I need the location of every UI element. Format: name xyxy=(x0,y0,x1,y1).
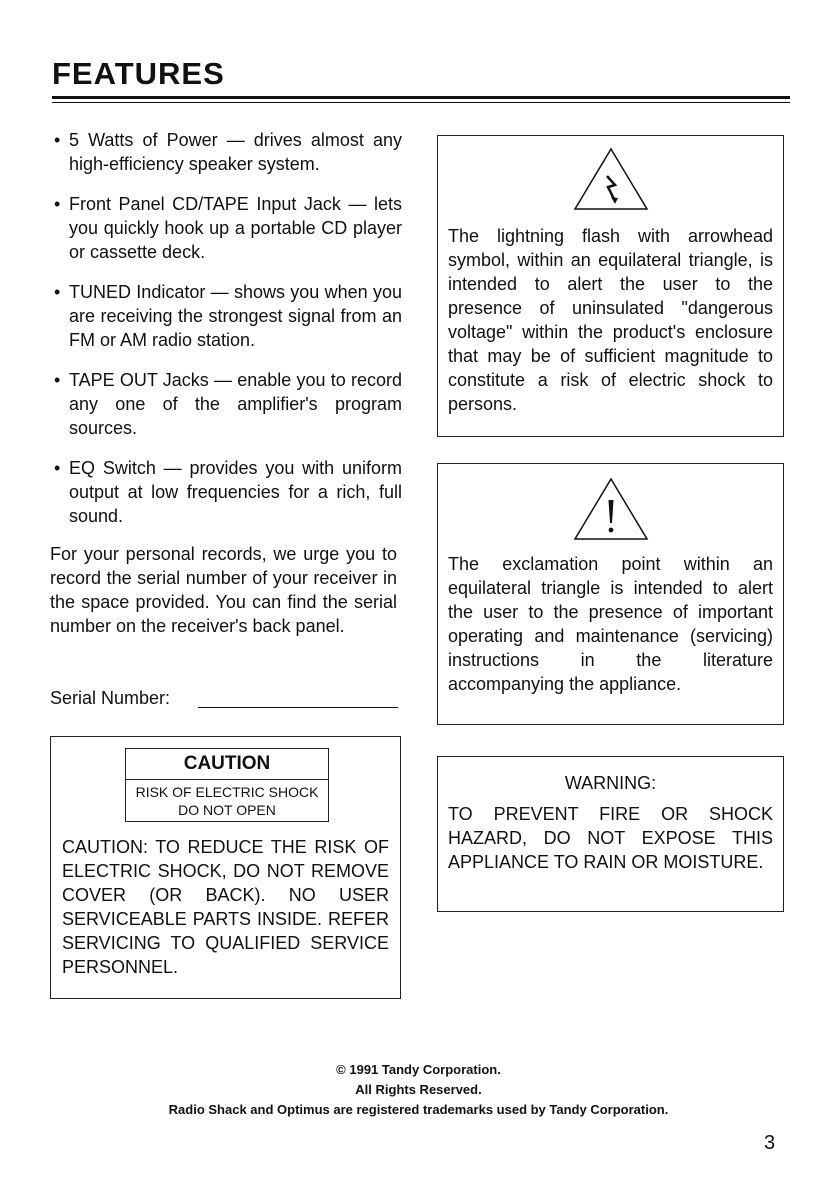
lightning-notice-text: The lightning flash with arrowhead symbol, within an equilateral triangle, is intended to alert the user to the presence of uninsulated "dangerous voltage" within the product's enclosure that may be of sufficient magnitude to constitute a risk of electric shock to persons. xyxy=(448,226,773,414)
records-paragraph: For your personal records, we urge you to record the serial number of your receiver in the space provided. You can find the serial number on the receiver's back panel. xyxy=(50,544,397,636)
page-title: FEATURES xyxy=(52,56,225,91)
feature-item-power: • 5 Watts of Power — drives almost any high-efficiency speaker system. xyxy=(52,128,402,176)
feature-item-tuned-indicator: • TUNED Indicator — shows you when you are receiving the strongest signal from an FM or AM radio station. xyxy=(52,280,402,352)
caution-box xyxy=(50,736,401,999)
exclamation-triangle-icon xyxy=(438,476,783,542)
footer-rights: All Rights Reserved. xyxy=(355,1082,482,1097)
heading-rule xyxy=(52,96,790,99)
feature-item-eq-switch: • EQ Switch — provides you with uniform output at low frequencies for a rich, full sound. xyxy=(52,456,402,528)
heading-rule-thin xyxy=(52,102,790,103)
warning-box xyxy=(437,756,784,912)
warning-text: TO PREVENT FIRE OR SHOCK HAZARD, DO NOT EXPOSE THIS APPLIANCE TO RAIN OR MOISTURE. xyxy=(448,804,773,872)
footer-trademarks: Radio Shack and Optimus are registered trademarks used by Tandy Corporation. xyxy=(168,1102,669,1117)
lightning-notice-box xyxy=(437,135,784,437)
caution-label xyxy=(125,748,329,822)
exclamation-notice-box xyxy=(437,463,784,725)
feature-item-input-jack: • Front Panel CD/TAPE Input Jack — lets you quickly hook up a portable CD player or cassette deck. xyxy=(52,192,402,264)
footer-copyright: © 1991 Tandy Corporation. xyxy=(336,1062,501,1077)
lightning-triangle-icon xyxy=(438,146,783,212)
feature-item-tape-out: • TAPE OUT Jacks — enable you to record any one of the amplifier's program sources. xyxy=(52,368,402,440)
caution-label-line1: RISK OF ELECTRIC SHOCK xyxy=(135,784,319,800)
caution-label-title: CAUTION xyxy=(126,749,328,780)
serial-number-line xyxy=(198,707,398,708)
exclamation-notice-text: The exclamation point within an equilateral triangle is intended to alert the user to the presence of important operating and maintenance (servicing) instructions in the literature accompanying the appliance. xyxy=(448,554,773,694)
caution-label-line2: DO NOT OPEN xyxy=(178,802,276,818)
footer xyxy=(0,1060,837,1120)
page-number: 3 xyxy=(764,1132,776,1154)
caution-text: CAUTION: TO REDUCE THE RISK OF ELECTRIC SHOCK, DO NOT REMOVE COVER (OR BACK). NO USER SERVICEABLE PARTS INSIDE. REFER SERVICING TO QUALIFIED SERVICE PERSONNEL. xyxy=(62,837,389,977)
feature-list xyxy=(52,128,402,544)
serial-number-label: Serial Number: xyxy=(50,688,171,708)
warning-title: WARNING: xyxy=(564,773,657,793)
